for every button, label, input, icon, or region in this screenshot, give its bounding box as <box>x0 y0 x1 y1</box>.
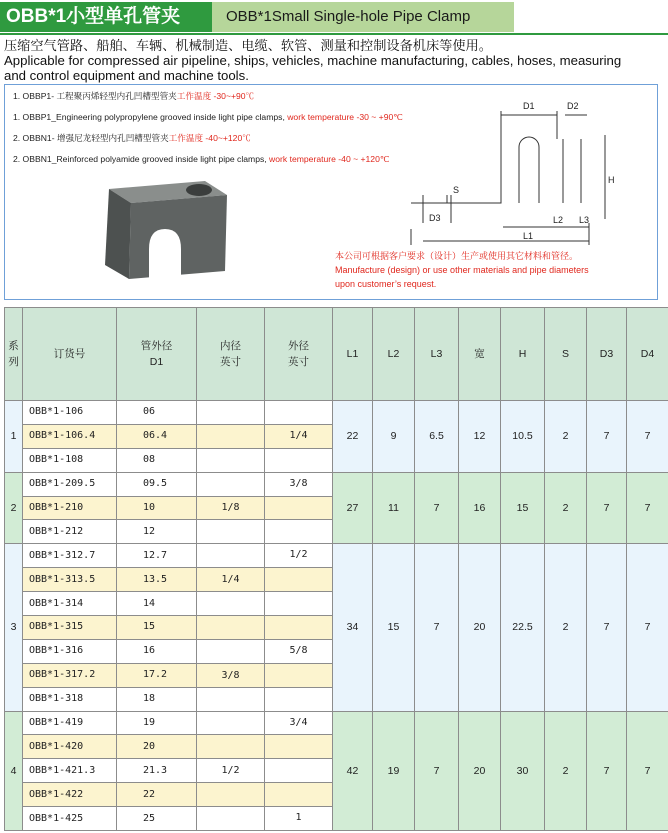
outer-inch-cell <box>265 735 333 759</box>
inner-inch-cell: 1/4 <box>197 568 265 592</box>
outer-inch-cell: 3/8 <box>265 472 333 496</box>
dimension-diagram <box>403 95 653 245</box>
spec-temperature: 工作温度 -40~+120℃ <box>168 133 251 143</box>
dimension-s-cell: 2 <box>545 401 587 473</box>
spec-list <box>13 91 403 175</box>
diagram-label-d3: D3 <box>429 213 441 223</box>
outer-diameter-cell: 08 <box>117 448 197 472</box>
diagram-label-s: S <box>453 185 460 195</box>
order-code-cell: OBB*1-108 <box>23 448 117 472</box>
spec-text: 2. OBBN1_Reinforced polyamide grooved inside light pipe clamps, <box>13 154 267 164</box>
outer-diameter-cell: 21.3 <box>117 759 197 783</box>
spec-table-wrapper <box>4 307 658 831</box>
custom-order-note <box>335 249 589 291</box>
outer-diameter-cell: 13.5 <box>117 568 197 592</box>
outer-diameter-cell: 09.5 <box>117 472 197 496</box>
dimension-d3-cell: 7 <box>587 711 627 830</box>
header-outer-diameter: 管外径 D1 <box>117 308 197 401</box>
order-code-cell: OBB*1-313.5 <box>23 568 117 592</box>
header-l1: L1 <box>333 308 373 401</box>
dimension-d4-cell: 7 <box>627 472 668 544</box>
outer-inch-cell <box>265 687 333 711</box>
outer-diameter-cell: 18 <box>117 687 197 711</box>
order-code-cell: OBB*1-315 <box>23 616 117 640</box>
dimension-d4-cell: 7 <box>627 711 668 830</box>
outer-diameter-cell: 16 <box>117 639 197 663</box>
order-code-cell: OBB*1-314 <box>23 592 117 616</box>
dimension-l3-cell: 7 <box>415 711 459 830</box>
outer-diameter-cell: 12 <box>117 520 197 544</box>
dimension-h-cell: 10.5 <box>501 401 545 473</box>
header-h: H <box>501 308 545 401</box>
spec-line <box>13 91 403 112</box>
order-code-cell: OBB*1-106.4 <box>23 424 117 448</box>
table-row <box>5 472 668 496</box>
outer-diameter-cell: 20 <box>117 735 197 759</box>
order-code-cell: OBB*1-317.2 <box>23 663 117 687</box>
header-s: S <box>545 308 587 401</box>
dimension-width-cell: 20 <box>459 544 501 711</box>
header-series: 系列 <box>5 308 23 401</box>
spec-text: 2. OBBN1- 增强尼龙轻型内孔凹槽型管夹 <box>13 133 169 143</box>
series-cell: 1 <box>5 401 23 473</box>
diagram-label-l1: L1 <box>523 231 534 241</box>
header-l2: L2 <box>373 308 415 401</box>
order-code-cell: OBB*1-419 <box>23 711 117 735</box>
spec-temperature: work temperature -30 ~ +90℃ <box>284 112 403 122</box>
inner-inch-cell <box>197 448 265 472</box>
diagram-label-d1: D1 <box>523 101 535 111</box>
header <box>0 0 668 36</box>
outer-diameter-cell: 15 <box>117 616 197 640</box>
outer-inch-cell <box>265 448 333 472</box>
dimension-s-cell: 2 <box>545 544 587 711</box>
dimension-l1-cell: 34 <box>333 544 373 711</box>
outer-inch-cell: 5/8 <box>265 639 333 663</box>
dimension-width-cell: 12 <box>459 401 501 473</box>
dimension-l2-cell: 9 <box>373 401 415 473</box>
inner-inch-cell <box>197 735 265 759</box>
order-code-cell: OBB*1-316 <box>23 639 117 663</box>
outer-diameter-cell: 10 <box>117 496 197 520</box>
header-d3: D3 <box>587 308 627 401</box>
dimension-width-cell: 16 <box>459 472 501 544</box>
header-width: 宽 <box>459 308 501 401</box>
inner-inch-cell <box>197 639 265 663</box>
outer-inch-cell <box>265 520 333 544</box>
dimension-l2-cell: 19 <box>373 711 415 830</box>
inner-inch-cell <box>197 472 265 496</box>
title-english: OBB*1Small Single-hole Pipe Clamp <box>212 2 514 32</box>
inner-inch-cell <box>197 616 265 640</box>
order-code-cell: OBB*1-106 <box>23 401 117 425</box>
outer-inch-cell <box>265 568 333 592</box>
outer-diameter-cell: 14 <box>117 592 197 616</box>
header-inner-inch: 内径 英寸 <box>197 308 265 401</box>
diagram-label-d2: D2 <box>567 101 579 111</box>
spec-table <box>4 307 668 831</box>
header-l3: L3 <box>415 308 459 401</box>
dimension-d3-cell: 7 <box>587 401 627 473</box>
inner-inch-cell <box>197 807 265 831</box>
table-row <box>5 401 668 425</box>
series-cell: 4 <box>5 711 23 830</box>
outer-inch-cell <box>265 616 333 640</box>
diagram-label-l2: L2 <box>553 215 564 225</box>
dimension-d3-cell: 7 <box>587 544 627 711</box>
note-english-line-1: Manufacture (design) or use other materials and pipe diameters <box>335 265 589 275</box>
order-code-cell: OBB*1-312.7 <box>23 544 117 568</box>
outer-diameter-cell: 12.7 <box>117 544 197 568</box>
order-code-cell: OBB*1-422 <box>23 783 117 807</box>
inner-inch-cell <box>197 424 265 448</box>
spec-text: 1. OBBP1_Engineering polypropylene grooved inside light pipe clamps, <box>13 112 285 122</box>
dimension-width-cell: 20 <box>459 711 501 830</box>
diagram-label-h: H <box>608 175 615 185</box>
intro-english-line-1: Applicable for compressed air pipeline, ships, vehicles, machine manufacturing, cables, hoses, measuring <box>4 53 622 68</box>
outer-diameter-cell: 06.4 <box>117 424 197 448</box>
outer-diameter-cell: 17.2 <box>117 663 197 687</box>
diagram-label-l3: L3 <box>579 215 590 225</box>
series-cell: 2 <box>5 472 23 544</box>
table-row <box>5 711 668 735</box>
order-code-cell: OBB*1-425 <box>23 807 117 831</box>
series-cell: 3 <box>5 544 23 711</box>
product-photo <box>93 175 233 283</box>
spec-temperature: 工作温度 -30~+90℃ <box>176 91 255 101</box>
inner-inch-cell <box>197 544 265 568</box>
dimension-l1-cell: 22 <box>333 401 373 473</box>
outer-inch-cell <box>265 783 333 807</box>
dimension-l2-cell: 15 <box>373 544 415 711</box>
intro-text <box>4 38 668 83</box>
intro-chinese: 压缩空气管路、船舶、车辆、机械制造、电缆、软管、测量和控制设备机床等使用。 <box>4 38 492 53</box>
dimension-h-cell: 22.5 <box>501 544 545 711</box>
header-order-code: 订货号 <box>23 308 117 401</box>
dimension-d4-cell: 7 <box>627 544 668 711</box>
dimension-l3-cell: 6.5 <box>415 401 459 473</box>
inner-inch-cell <box>197 711 265 735</box>
dimension-d4-cell: 7 <box>627 401 668 473</box>
inner-inch-cell: 1/2 <box>197 759 265 783</box>
inner-inch-cell: 1/8 <box>197 496 265 520</box>
outer-inch-cell: 1/2 <box>265 544 333 568</box>
spec-temperature: work temperature -40 ~ +120℃ <box>266 154 390 164</box>
outer-inch-cell: 1 <box>265 807 333 831</box>
note-english-line-2: upon customer’s request. <box>335 279 437 289</box>
dimension-l2-cell: 11 <box>373 472 415 544</box>
dimension-h-cell: 30 <box>501 711 545 830</box>
outer-inch-cell <box>265 592 333 616</box>
dimension-l1-cell: 27 <box>333 472 373 544</box>
dimension-h-cell: 15 <box>501 472 545 544</box>
inner-inch-cell: 3/8 <box>197 663 265 687</box>
spec-text: 1. OBBP1- 工程聚丙烯轻型内孔凹槽型管夹 <box>13 91 177 101</box>
order-code-cell: OBB*1-318 <box>23 687 117 711</box>
header-d4: D4 <box>627 308 668 401</box>
inner-inch-cell <box>197 687 265 711</box>
product-info-box <box>4 84 658 300</box>
inner-inch-cell <box>197 783 265 807</box>
outer-inch-cell <box>265 663 333 687</box>
dimension-l3-cell: 7 <box>415 544 459 711</box>
dimension-s-cell: 2 <box>545 472 587 544</box>
table-row <box>5 544 668 568</box>
inner-inch-cell <box>197 520 265 544</box>
note-chinese: 本公司可根据客户要求（设计）生产或使用其它材料和管径。 <box>335 251 579 261</box>
dimension-d3-cell: 7 <box>587 472 627 544</box>
outer-inch-cell <box>265 401 333 425</box>
order-code-cell: OBB*1-420 <box>23 735 117 759</box>
outer-diameter-cell: 22 <box>117 783 197 807</box>
dimension-s-cell: 2 <box>545 711 587 830</box>
order-code-cell: OBB*1-212 <box>23 520 117 544</box>
title-divider <box>0 33 668 35</box>
outer-diameter-cell: 06 <box>117 401 197 425</box>
order-code-cell: OBB*1-421.3 <box>23 759 117 783</box>
outer-inch-cell <box>265 759 333 783</box>
header-outer-inch: 外径 英寸 <box>265 308 333 401</box>
outer-diameter-cell: 25 <box>117 807 197 831</box>
intro-english-line-2: and control equipment and machine tools. <box>4 68 249 83</box>
dimension-l3-cell: 7 <box>415 472 459 544</box>
outer-inch-cell: 1/4 <box>265 424 333 448</box>
dimension-l1-cell: 42 <box>333 711 373 830</box>
inner-inch-cell <box>197 592 265 616</box>
table-header-row <box>5 308 668 401</box>
spec-line <box>13 154 403 175</box>
outer-diameter-cell: 19 <box>117 711 197 735</box>
spec-line <box>13 133 403 154</box>
order-code-cell: OBB*1-209.5 <box>23 472 117 496</box>
inner-inch-cell <box>197 401 265 425</box>
outer-inch-cell: 3/4 <box>265 711 333 735</box>
title-chinese: OBB*1小型单孔管夹 <box>0 2 212 32</box>
order-code-cell: OBB*1-210 <box>23 496 117 520</box>
outer-inch-cell <box>265 496 333 520</box>
spec-line <box>13 112 403 133</box>
